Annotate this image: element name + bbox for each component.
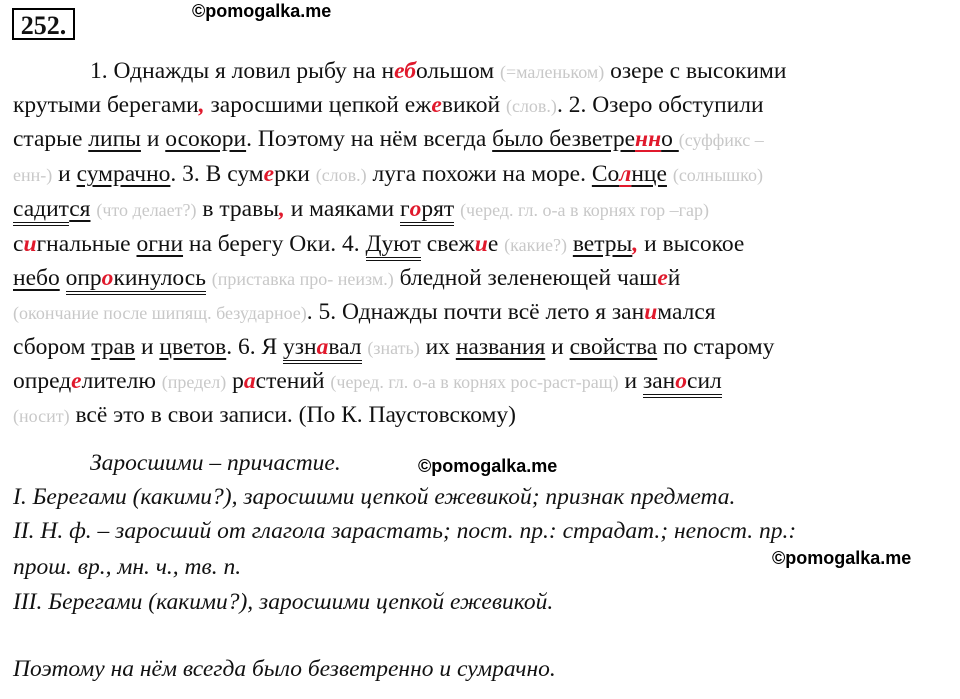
spelling-highlight: л <box>619 161 632 187</box>
text-segment: их <box>419 334 456 360</box>
underlined-word: огни <box>136 231 184 257</box>
grammar-note: (носит) <box>13 406 70 426</box>
text-segment: 1. Однажды я ловил рыбу на н <box>90 58 395 84</box>
grammar-note: (слов.) <box>505 96 557 116</box>
spelling-highlight: и <box>23 231 37 257</box>
underlined-word: свойства <box>569 334 658 360</box>
underlined-word: цветов <box>159 334 227 360</box>
spelling-highlight: о <box>410 196 422 226</box>
text-segment: с <box>13 231 24 257</box>
text-line <box>13 90 764 121</box>
spelling-highlight: а <box>317 334 329 364</box>
text-segment: крутыми берегами <box>13 92 199 118</box>
text-segment: лителю <box>81 368 162 394</box>
text-segment: и <box>545 334 570 360</box>
text-segment: всё это в свои записи. (По К. Паустовскому) <box>69 402 516 428</box>
text-line <box>13 194 709 225</box>
text-segment: викой <box>441 92 506 118</box>
underlined-word: было безветре <box>492 126 636 152</box>
text-line <box>13 263 680 294</box>
underlined-word: липы <box>88 126 141 152</box>
text-segment <box>60 265 66 291</box>
text-line <box>13 297 716 328</box>
watermark-top: ©pomogalka.me <box>192 1 332 21</box>
text-segment: . 3. В сум <box>170 161 264 187</box>
grammar-note: (что делает?) <box>96 200 197 220</box>
predicate-word: узн <box>283 334 317 364</box>
watermark-middle: ©pomogalka.me <box>418 456 558 476</box>
underlined-word: ветры <box>572 231 633 257</box>
spelling-highlight: о <box>102 265 114 295</box>
spelling-highlight: , <box>632 231 639 257</box>
spelling-highlight: нн <box>635 126 662 152</box>
text-segment: гнальные <box>36 231 137 257</box>
predicate-word: садит <box>13 196 69 226</box>
grammar-note: (солнышко) <box>672 165 763 185</box>
grammar-note: (=маленьком) <box>500 62 605 82</box>
underlined-word: трав <box>91 334 136 360</box>
predicate-word: Дуют <box>366 231 421 261</box>
spelling-highlight: е <box>657 265 668 291</box>
text-segment: рки <box>274 161 316 187</box>
text-segment: . 5. Однажды почти всё лето я зан <box>306 299 645 325</box>
text-line <box>13 124 764 155</box>
text-segment: сбором <box>13 334 92 360</box>
spelling-highlight: а <box>243 368 256 394</box>
spelling-highlight: , <box>278 196 285 222</box>
analysis-line-3: прош. вр., мн. ч., тв. п. <box>13 554 242 580</box>
predicate-word: г <box>400 196 410 226</box>
grammar-note: (черед. гл. о-а в корнях рос-раст-ращ) <box>330 372 619 392</box>
text-line <box>90 56 786 87</box>
analysis-final-sentence: Поэтому на нём всегда было безветренно и сумрачно. <box>13 656 556 682</box>
analysis-line-4: III. Берегами (какими?), заросшими цепкой ежевикой. <box>13 589 554 615</box>
text-segment: е <box>487 231 505 257</box>
underlined-word: сумрачно <box>76 161 171 187</box>
underlined-word: Со <box>591 161 620 187</box>
text-segment: р <box>226 368 244 394</box>
predicate-word: рят <box>421 196 454 226</box>
predicate-word: зан <box>643 368 675 398</box>
spelling-highlight: и <box>474 231 488 257</box>
underlined-word: о <box>661 126 679 152</box>
text-segment: в травы <box>196 196 279 222</box>
grammar-note: (предел) <box>161 372 227 392</box>
spelling-highlight: е <box>263 161 275 187</box>
text-line <box>13 400 516 431</box>
text-segment: опред <box>13 368 72 394</box>
underlined-word: нце <box>631 161 667 187</box>
text-segment: и <box>135 334 160 360</box>
spelling-highlight: е <box>431 92 442 118</box>
text-segment: ольшом <box>415 58 500 84</box>
text-segment: и маяками <box>284 196 400 222</box>
grammar-note: енн-) <box>13 165 53 185</box>
text-segment: стений <box>255 368 331 394</box>
predicate-word: опр <box>66 265 102 295</box>
text-segment: и <box>618 368 643 394</box>
spelling-highlight: е <box>71 368 82 394</box>
text-segment: . 2. Озеро обступили <box>556 92 764 118</box>
text-segment: бледной зеленеющей чаш <box>393 265 658 291</box>
text-segment: и <box>140 126 166 152</box>
text-segment: по старому <box>657 334 775 360</box>
predicate-word: сил <box>687 368 722 398</box>
grammar-note: (какие?) <box>504 235 567 255</box>
text-line <box>13 366 722 397</box>
spelling-highlight: о <box>675 368 687 398</box>
underlined-word: небо <box>13 265 60 291</box>
text-line <box>13 159 763 190</box>
exercise-number: 252. <box>12 8 75 40</box>
text-segment: озере с высокими <box>604 58 787 84</box>
grammar-note: (окончание после шипящ. безударное) <box>13 303 307 323</box>
spelling-highlight: и <box>644 299 658 325</box>
text-segment: . Поэтому на нём всегда <box>246 126 493 152</box>
grammar-note: (знать) <box>367 338 420 358</box>
text-line <box>13 332 774 363</box>
text-segment: свеж <box>420 231 475 257</box>
analysis-line-2: II. Н. ф. – заросший от глагола зарастать; пост. пр.: страдат.; непост. пр.: <box>13 518 797 544</box>
underlined-word: названия <box>455 334 546 360</box>
spelling-highlight: еб <box>394 58 416 84</box>
text-segment: й <box>667 265 681 291</box>
text-segment: и <box>52 161 77 187</box>
text-segment: на берегу Оки. 4. <box>183 231 366 257</box>
analysis-line-1: I. Берегами (какими?), заросшими цепкой ежевикой; признак предмета. <box>13 484 736 510</box>
underlined-word: ся <box>69 196 91 222</box>
text-segment: луга похожи на море. <box>366 161 592 187</box>
grammar-note: (суффикс – <box>678 130 764 150</box>
grammar-note: (слов.) <box>315 165 367 185</box>
text-segment: заросшими цепкой еж <box>204 92 432 118</box>
grammar-note: (приставка про- неизм.) <box>211 269 394 289</box>
text-segment: и высокое <box>638 231 745 257</box>
watermark-right: ©pomogalka.me <box>772 548 912 568</box>
predicate-word: вал <box>328 334 361 364</box>
text-segment: старые <box>13 126 89 152</box>
text-segment: . 6. Я <box>226 334 283 360</box>
grammar-note: (черед. гл. о-а в корнях гор –гар) <box>460 200 709 220</box>
underlined-word: осокори <box>165 126 247 152</box>
analysis-heading: Заросшими – причастие. <box>90 450 341 476</box>
text-line <box>13 229 744 260</box>
spelling-highlight: , <box>198 92 205 118</box>
text-segment: мался <box>657 299 716 325</box>
predicate-word: кинулось <box>113 265 206 295</box>
